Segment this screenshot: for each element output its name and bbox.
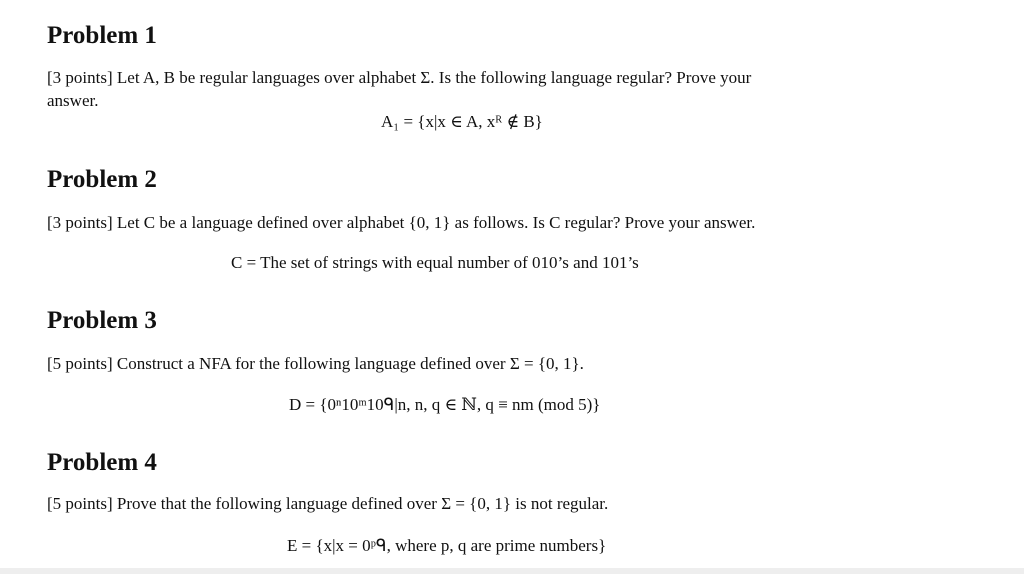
problem-2-formula: C = The set of strings with equal number of 010’s and 101’s [231,253,639,272]
problem-1-formula: A₁ = {x|x ∈ A, xᴿ ∉ B} [381,112,543,131]
problem-2-text-line-1: [3 points] Let C be a language defined over alphabet {0, 1} as follows. Is C regular? Prove your answer. [47,213,756,232]
problem-1-text-line-1: [3 points] Let A, B be regular languages over alphabet Σ. Is the following language regular? Prove your [47,68,752,87]
problem-3-formula: D = {0ⁿ10ᵐ10ᑫ|n, n, q ∈ ℕ, q ≡ nm (mod 5)} [289,395,601,414]
problem-1-title: Problem 1 [47,22,157,49]
problem-4-title: Problem 4 [47,449,157,476]
problem-3-title: Problem 3 [47,307,157,334]
problem-4-text-line-1: [5 points] Prove that the following language defined over Σ = {0, 1} is not regular. [47,494,609,513]
problem-1-text-line-2: answer. [47,91,99,110]
bottom-edge-strip [0,568,1024,574]
problem-4-formula: E = {x|x = 0ᵖᑫ, where p, q are prime numbers} [287,536,607,555]
problem-2-title: Problem 2 [47,166,157,193]
problem-3-text-line-1: [5 points] Construct a NFA for the following language defined over Σ = {0, 1}. [47,354,584,373]
